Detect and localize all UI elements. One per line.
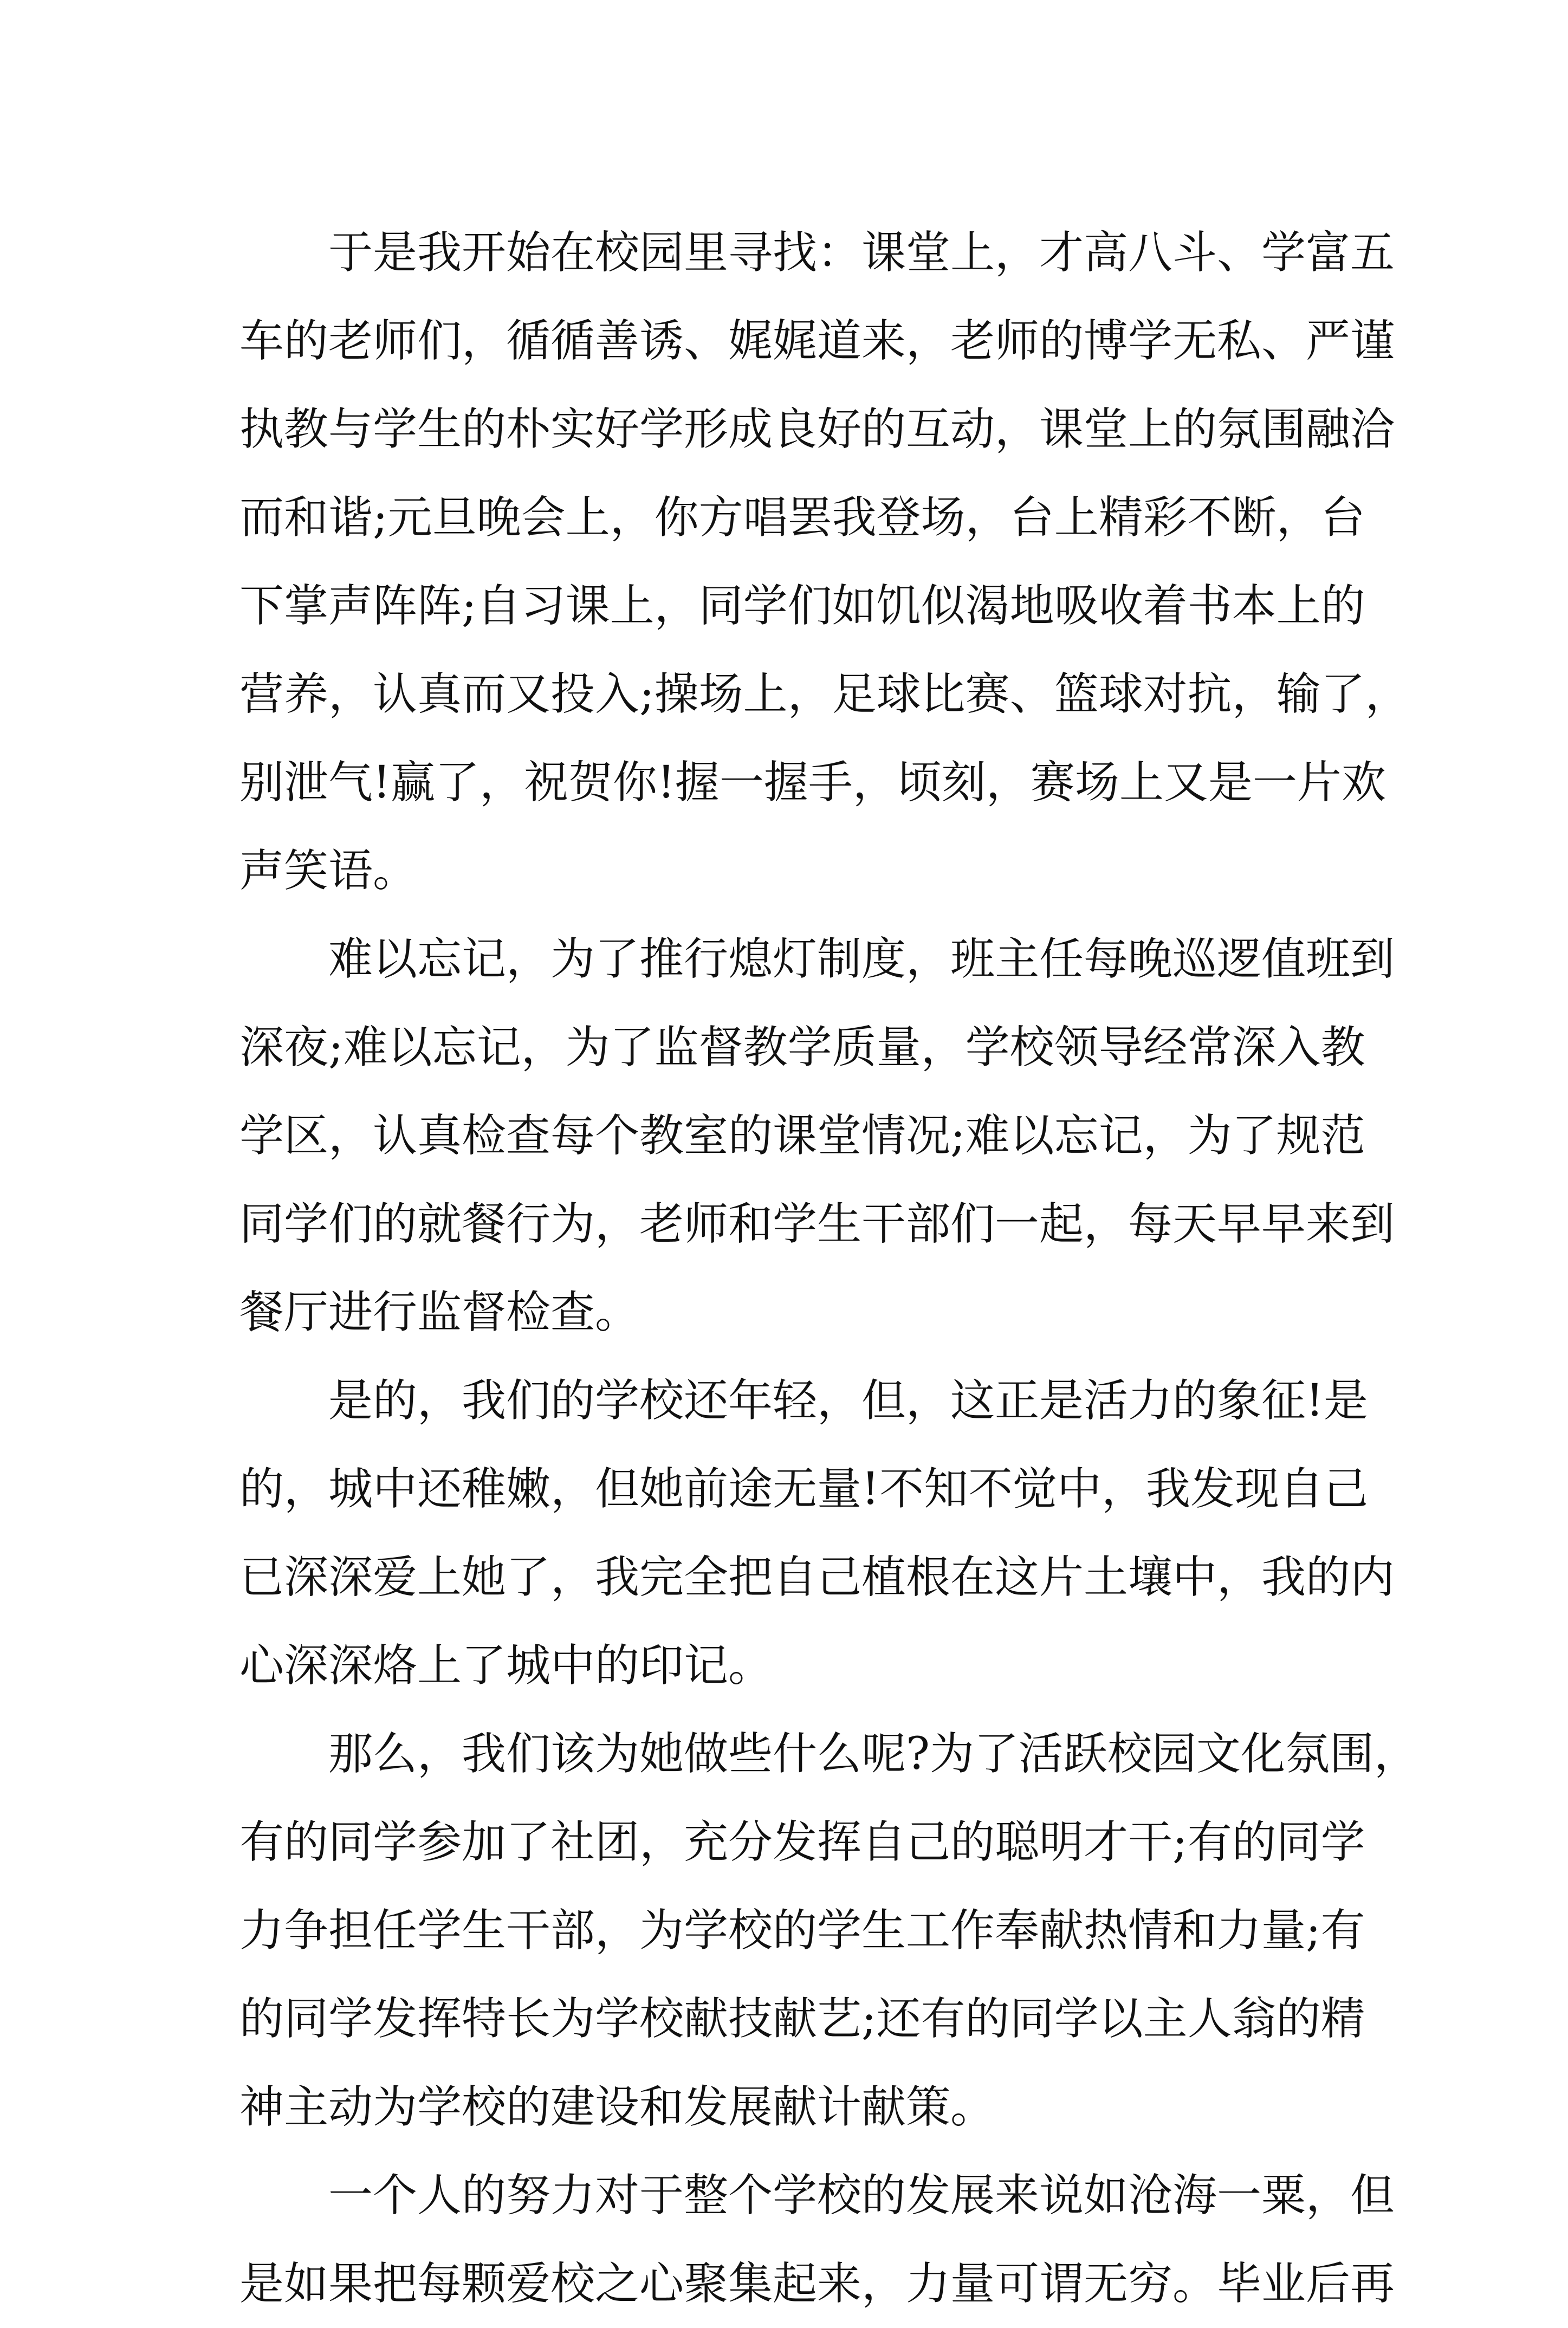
text-line: 一个人的努力对于整个学校的发展来说如沧海一粟，但 <box>328 2170 1395 2221</box>
text-line: 心深深烙上了城中的印记。 <box>239 1640 773 1691</box>
paragraph <box>239 1357 1395 1710</box>
paragraph <box>239 915 1395 1357</box>
body-text <box>239 209 1418 2328</box>
text-line: 是如果把每颗爱校之心聚集起来，力量可谓无穷。毕业后再 <box>239 2258 1395 2310</box>
text-line: 别泄气!赢了，祝贺你!握一握手，顷刻，赛场上又是一片欢 <box>239 757 1386 808</box>
text-line: 的，城中还稚嫩，但她前途无量!不知不觉中，我发现自己 <box>239 1463 1368 1515</box>
text-line: 的同学发挥特长为学校献技献艺;还有的同学以主人翁的精 <box>239 1993 1365 2045</box>
text-line: 于是我开始在校园里寻找：课堂上，才高八斗、学富五 <box>328 227 1395 278</box>
text-line: 餐厅进行监督检查。 <box>239 1287 640 1338</box>
text-line: 下掌声阵阵;自习课上，同学们如饥似渴地吸收着书本上的 <box>239 580 1365 632</box>
paragraph <box>239 2151 1395 2328</box>
text-line: 神主动为学校的建设和发展献计献策。 <box>239 2081 995 2133</box>
text-line: 车的老师们，循循善诱、娓娓道来，老师的博学无私、严谨 <box>239 315 1395 367</box>
text-line: 有的同学参加了社团，充分发挥自己的聪明才干;有的同学 <box>239 1817 1365 1868</box>
text-line: 营养，认真而又投入;操场上，足球比赛、篮球对抗，输了， <box>239 669 1410 720</box>
text-line: 同学们的就餐行为，老师和学生干部们一起，每天早早来到 <box>239 1198 1395 1250</box>
text-line: 深夜;难以忘记，为了监督教学质量，学校领导经常深入教 <box>239 1022 1365 1073</box>
text-line: 而和谐;元旦晚会上，你方唱罢我登场，台上精彩不断，台 <box>239 492 1365 543</box>
text-line: 已深深爱上她了，我完全把自己植根在这片土壤中，我的内 <box>239 1552 1395 1603</box>
text-line: 是的，我们的学校还年轻，但，这正是活力的象征!是 <box>328 1375 1368 1426</box>
paragraph <box>239 1710 1418 2151</box>
text-line: 那么，我们该为她做些什么呢?为了活跃校园文化氛围， <box>328 1728 1418 1780</box>
text-line: 学区，认真检查每个教室的课堂情况;难以忘记，为了规范 <box>239 1110 1365 1162</box>
text-line: 声笑语。 <box>239 845 418 897</box>
text-line: 力争担任学生干部，为学校的学生工作奉献热情和力量;有 <box>239 1905 1365 1956</box>
text-line: 难以忘记，为了推行熄灯制度，班主任每晚巡逻值班到 <box>328 933 1395 985</box>
text-line: 执教与学生的朴实好学形成良好的互动，课堂上的氛围融洽 <box>239 404 1395 455</box>
paragraph <box>239 209 1410 915</box>
